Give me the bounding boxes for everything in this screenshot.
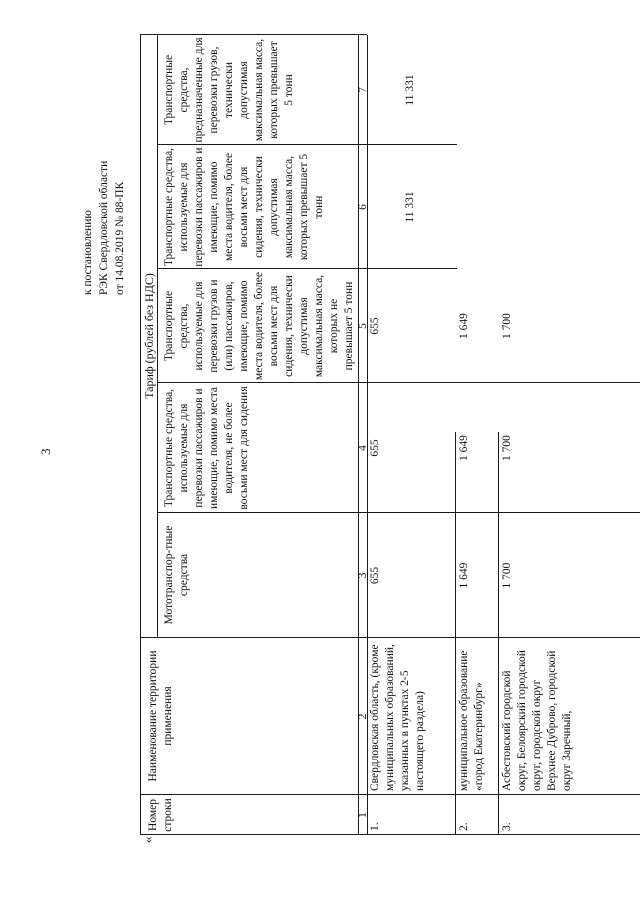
row-2-territory: муниципальное образование «город Екатеринбург» <box>458 650 485 791</box>
row-3-number: 3. <box>501 822 513 831</box>
col-number-3: 3 <box>357 572 369 579</box>
row-3-territory: Асбестовский городской округ, Белоярский городской округ, городской округ Верхнее Дуброво, городской округ Заречный, <box>501 650 573 791</box>
merged-value-6: 11 331 <box>404 191 416 223</box>
row-2-number: 2. <box>458 822 470 831</box>
header-tariff: Тариф (рублей без НДС) <box>142 273 156 399</box>
col-number-1: 1 <box>357 812 369 818</box>
header-row-number: Номер строки <box>147 798 174 832</box>
header-territory: Наименование территории применения <box>147 650 174 782</box>
row-1-value-3: 655 <box>369 566 381 585</box>
subheader-motorcycles: Мототранспор-тные средства <box>163 525 190 625</box>
row-3-value-4: 1 700 <box>501 435 513 461</box>
merged-value-7: 11 331 <box>404 74 416 106</box>
document-header <box>80 15 128 295</box>
row-3-value-5: 1 700 <box>501 313 513 339</box>
subheader-cargo-up-to-5t: Транспортные средства, используемые для перевозки грузов и (или) пассажиров, имеющие, помимо места водителя, более восьми мест для сидения, технически допустимая максимальная масса, которых не превышает 5 тонн <box>163 272 355 380</box>
opening-quote: « <box>140 836 155 843</box>
row-1-territory: Свердловская область, (кроме муниципальных образований, указанных в пунктах 2-5 настоящего раздела) <box>369 644 426 791</box>
col-number-5: 5 <box>357 323 369 329</box>
col-number-2: 2 <box>357 713 369 720</box>
row-2-value-4: 1 649 <box>458 435 470 461</box>
subheader-passenger-over-5t: Транспортные средства, используемые для перевозки пассажиров и имеющие, помимо места водителя, более восьми мест для сидения, технически допустимая максимальная масса, которых превышает 5 тонн <box>163 147 325 267</box>
page-number: 3 <box>38 448 53 455</box>
row-3-value-3: 1 700 <box>501 562 513 589</box>
subheader-cargo-over-5t: Транспортные средства, предназначенные для перевозки грузов, технически допустимая максимальная масса, которых превышает 5 тонн <box>163 37 295 143</box>
row-2-value-3: 1 649 <box>458 562 470 589</box>
row-1-number: 1. <box>369 822 381 831</box>
subheader-passenger-up-to-8: Транспортные средства, используемые для перевозки пассажиров и имеющие, помимо места водителя, не более восьми мест для сидения <box>163 386 250 510</box>
header-line-3: от 14.08.2019 № 88-ПК <box>114 181 126 295</box>
row-2-value-5: 1 649 <box>458 313 470 339</box>
col-number-7: 7 <box>357 87 369 93</box>
row-1-value-5: 655 <box>369 317 381 335</box>
header-line-2: РЭК Свердловской области <box>98 160 110 295</box>
col-number-4: 4 <box>357 445 369 451</box>
col-number-6: 6 <box>357 204 369 210</box>
row-1-value-4: 655 <box>369 439 381 457</box>
header-line-1: к постановлению <box>82 210 94 295</box>
